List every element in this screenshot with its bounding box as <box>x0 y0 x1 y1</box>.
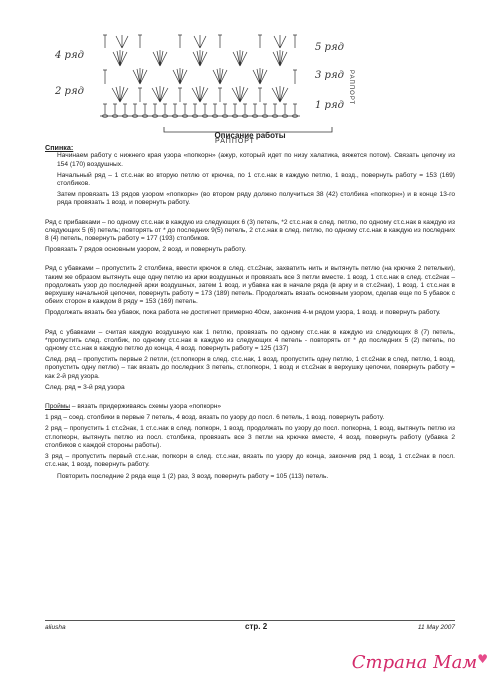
paragraph: Провязать 7 рядов основным узором, 2 возд. и повернуть работу. <box>45 246 247 254</box>
paragraph: След. ряд – пропустить первые 2 петли, (ст.попкорн в след. ст.с.нак, 1 возд, пропустить одну петлю, 1 ст.с2нак в след. петлю, 1 возд, пропустить одну петлю) – так вязать до последних 3 петель, ст.попкорн, 1 возд и ст.с2нак в верхушку цепочки, повернуть работу = как 2-й ряд узора. <box>45 356 455 380</box>
rapport-vertical-label: РАППОРТ <box>348 70 354 106</box>
paragraph: Ряд с прибавками – по одному ст.с.нак в каждую из следующих 6 (3) петель, *2 ст.с.нак в след. петлю, по одному ст.с.нак в каждую из следующих 5 (6) петель; повторять от * до последних 9(5) петель, 2 ст.с.нак в след. петлю, по одному ст.с.нак в каждую из последних 8 (4) петель, повернуть работу = 177 (193) столбиков. <box>45 218 455 243</box>
watermark-logo <box>352 652 488 673</box>
armhole-heading: Проймы <box>45 403 71 411</box>
paragraph: Ряд с убавками – пропустить 2 столбика, ввести крючок в след. ст.с2нак, захватить нить и вытянуть петлю (на крючке 2 петельки), таким же образом вытянуть еще одну петлю из арки воздушных и провязать все 3 петли вместе. 1 возд. 1 ст.с.нак в след. ст.с2нак – продолжать узор до последней арки воздушных, затем 1 возд. и убавка как в начале ряда (в арку и в ст.с2нак), 1 возд. 1 ст.с.нак в верхушку начальной цепочки, повернуть работу = 173 (189) петель. Продолжать вязать основным узором, сделав еще по 5 убавок с обеих сторон в каждом 8 ряду = 153 (169) петель. <box>45 265 455 306</box>
row-label-3: 3 ряд <box>315 70 344 81</box>
row-label-4: 4 ряд <box>55 50 84 61</box>
paragraph: След. ряд = 3-й ряд узора <box>45 383 125 391</box>
footer-page-number: стр. 2 <box>245 622 268 631</box>
rapport-label: РАППОРТ <box>215 138 255 145</box>
paragraph: Начальный ряд – 1 ст.с.нак во вторую петлю от крючка, по 1 ст.с.нак в каждую петлю, 1 возд., повернуть работу = 153 (169) столбиков. <box>57 171 455 188</box>
back-heading: Спинка: <box>45 143 74 153</box>
armhole-paragraph <box>45 403 455 411</box>
paragraph: Повторить последние 2 ряда еще 1 (2) раз, 3 возд, повернуть работу = 105 (113) петель. <box>57 472 329 480</box>
row-label-1: 1 ряд <box>315 100 344 111</box>
paragraph: Ряд с убавками – считая каждую воздушную как 1 петлю, провязать по одному ст.с.нак в каждую из следующих 8 (7) петель, *пропустить след. столбик, по одному ст.с.нак в каждую из следующих 4 петель - повторять от * до последних 5 (2) петель, по одному ст.с.нак в каждую петлю до конца, 4 возд. повернуть работу = 125 (137) <box>45 328 455 353</box>
page-footer <box>45 620 455 635</box>
row-label-5: 5 ряд <box>315 42 344 53</box>
armhole-intro: – вязать придерживаясь схемы узора «попкорн» <box>70 403 222 411</box>
paragraph: Начинаем работу с нижнего края узора «попкорн» (ажур, который идет по низу халатика, вяжется потом). Связать цепочку из 154 (170) воздушных. <box>57 152 455 168</box>
document-body <box>45 132 455 484</box>
logo-text: Страна Мам <box>351 652 478 673</box>
heart-icon: ♥ <box>477 652 488 666</box>
paragraph: Затем провязать 13 рядов узором «попкорн» (во втором ряду должно получиться 38 (42) столбика «попкорн») и в конце 13-го ряда провязать 1 возд. и повернуть работу. <box>57 191 455 207</box>
footer-date: 11 May 2007 <box>417 624 455 631</box>
paragraph: 2 ряд – пропустить 1 ст.с2нак, 1 ст.с.нак в след. попкорн, 1 возд, продолжать по узору до посл. попкорна, 1 возд, вытянуть петлю из ст.попкорн, вытянуть петлю из посл. столбика, провязать все 3 петли на крючке вместе, 4 возд, повернуть работу (убавка 2 столбиков с каждой стороны работы). <box>45 425 455 449</box>
document-title: Описание работы <box>214 131 286 140</box>
row-label-2: 2 ряд <box>55 86 84 97</box>
paragraph: 3 ряд – пропустить первый ст.с.нак, попкорн в след. ст.с.нак, вязать по узору до конца, закончив ряд 1 возд, 1 ст.с2нак в посл. ст.с.нак, 1 возд, повернуть работу. <box>45 453 455 469</box>
paragraph: 1 ряд – соед. столбики в первые 7 петель, 4 возд. вязать по узору до посл. 6 петель, 1 возд. повернуть работу. <box>45 414 385 422</box>
chart-symbols <box>100 32 300 120</box>
footer-author: aliusha <box>45 624 66 631</box>
paragraph: Продолжать вязать без убавок, пока работа не достигнет примерно 40см, закончив 4-м рядом узора, 1 возд. и повернуть работу. <box>45 309 441 317</box>
